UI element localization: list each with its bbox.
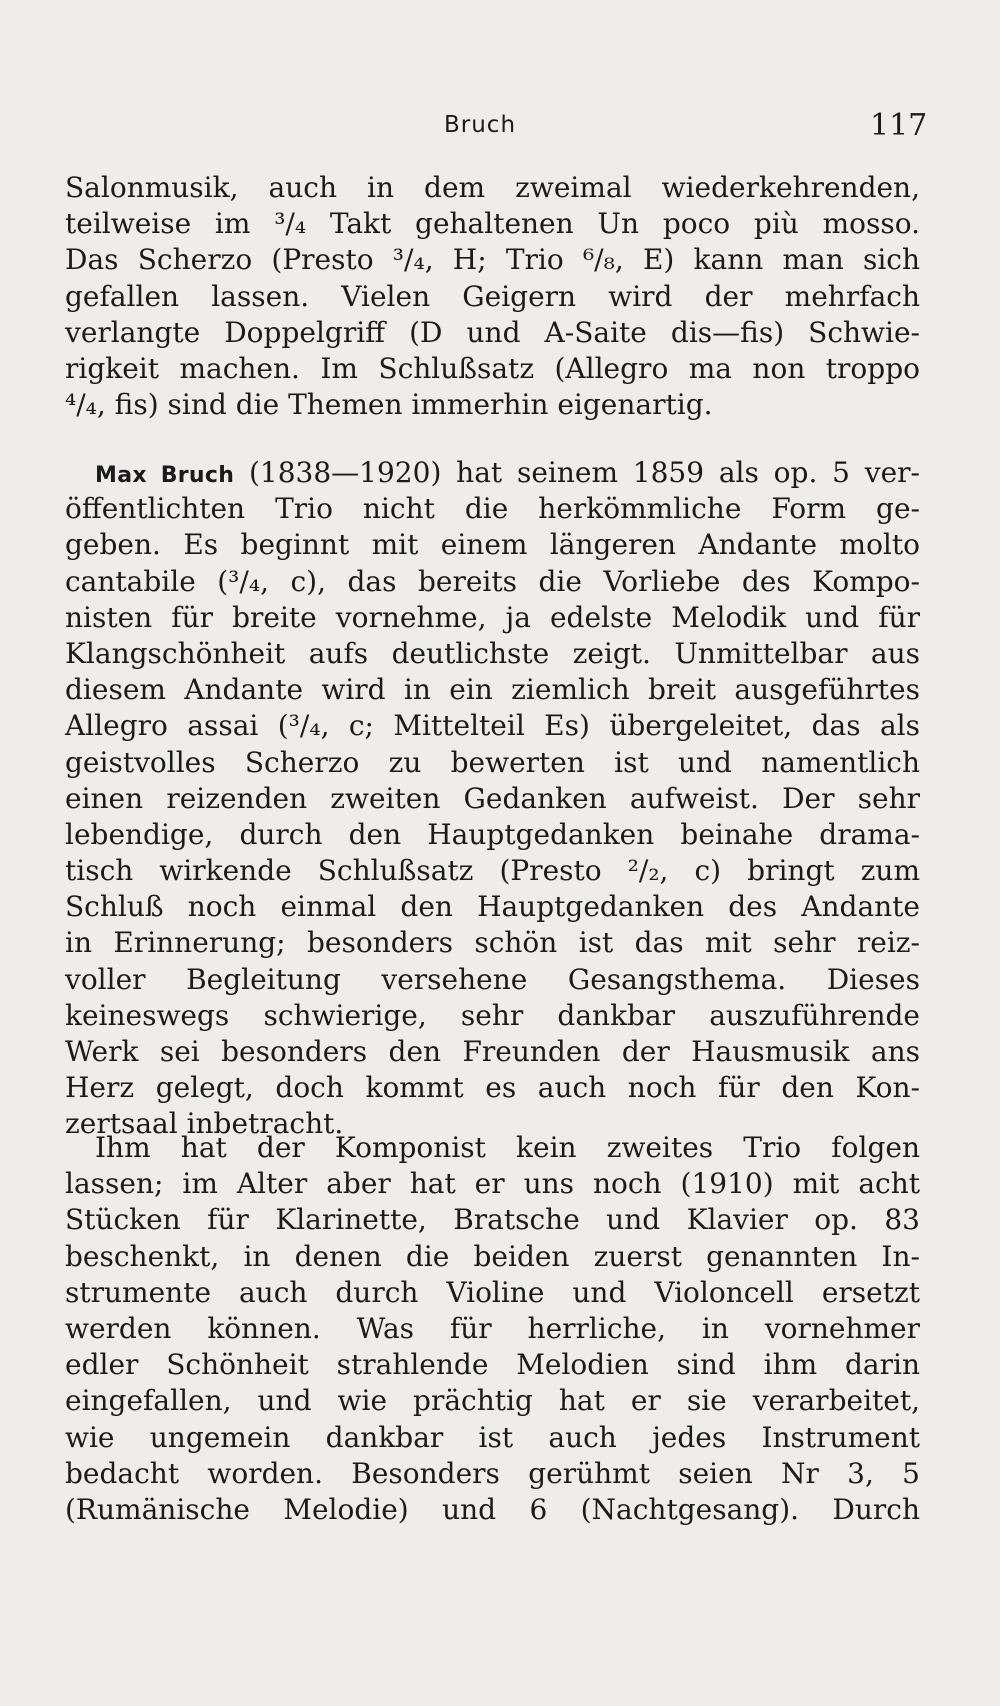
text-line: diesem Andante wird in ein ziemlich breit ausgeführtes: [65, 673, 920, 707]
paragraph-2: [65, 455, 920, 1143]
paragraph-3: [65, 1130, 920, 1528]
text-line: zertsaal inbetracht.: [65, 1107, 344, 1141]
text-line: Schluß noch einmal den Hauptgedanken des Andante: [65, 890, 920, 924]
text-line: keineswegs schwierige, sehr dankbar auszuführende: [65, 998, 920, 1032]
text-line: einen reizenden zweiten Gedanken aufweist. Der sehr: [65, 781, 920, 815]
text-line: eingefallen, und wie prächtig hat er sie verarbeitet,: [65, 1384, 920, 1418]
text-line: cantabile (³/₄, c), das bereits die Vorliebe des Kompo-: [65, 564, 920, 598]
text-line: wie ungemein dankbar ist auch jedes Instrument: [65, 1420, 920, 1454]
page-number: 117: [870, 108, 928, 143]
text-line: bedacht worden. Besonders gerühmt seien Nr 3, 5: [65, 1456, 920, 1490]
text-line: werden können. Was für herrliche, in vornehmer: [65, 1311, 920, 1345]
text-line: lassen; im Alter aber hat er uns noch (1910) mit acht: [65, 1167, 920, 1201]
text-line: lebendige, durch den Hauptgedanken beinahe drama-: [65, 817, 920, 851]
text-line: rigkeit machen. Im Schlußsatz (Allegro ma non troppo: [65, 351, 920, 385]
text-line: edler Schönheit strahlende Melodien sind ihm darin: [65, 1348, 920, 1382]
text-line: Stücken für Klarinette, Bratsche und Klavier op. 83: [65, 1203, 920, 1237]
text-line: teilweise im ³/₄ Takt gehaltenen Un poco più mosso.: [65, 207, 920, 241]
text-line: voller Begleitung versehene Gesangsthema. Dieses: [65, 962, 920, 996]
text-line: Werk sei besonders den Freunden der Hausmusik ans: [65, 1035, 920, 1068]
running-title: Bruch: [444, 112, 517, 138]
text-line: (Rumänische Melodie) und 6 (Nachtgesang). Durch: [65, 1492, 920, 1526]
text-line: Herz gelegt, doch kommt es auch noch für den Kon-: [65, 1071, 920, 1105]
text-line: Salonmusik, auch in dem zweimal wiederkehrenden,: [65, 171, 920, 204]
text-line: geistvolles Scherzo zu bewerten ist und namentlich: [65, 745, 920, 779]
paragraph-1: [65, 170, 920, 423]
text-line: verlangte Doppelgriff (D und A-Saite dis—fis) Schwie-: [65, 315, 920, 349]
text-line: öffentlichten Trio nicht die herkömmliche Form ge-: [65, 492, 920, 526]
text-line: nisten für breite vornehme, ja edelste Melodik und für: [65, 600, 920, 634]
text-line: geben. Es beginnt mit einem längeren Andante molto: [65, 528, 920, 562]
text-line: tisch wirkende Schlußsatz (Presto ²/₂, c) bringt zum: [65, 854, 920, 888]
text-line: strumente auch durch Violine und Violoncell ersetzt: [65, 1275, 920, 1309]
text-line: beschenkt, in denen die beiden zuerst genannten In-: [65, 1239, 920, 1273]
text-line: Ihm hat der Komponist kein zweites Trio folgen: [95, 1131, 920, 1164]
text-line: ⁴/₄, fis) sind die Themen immerhin eigenartig.: [65, 388, 713, 422]
text-line: Allegro assai (³/₄, c; Mittelteil Es) übergeleitet, das als: [65, 709, 920, 743]
running-head: [0, 108, 1000, 148]
composer-name: Max Bruch: [95, 463, 235, 488]
text-line: in Erinnerung; besonders schön ist das mit sehr reiz-: [65, 926, 920, 960]
text-line-first: [65, 455, 920, 491]
text-line-rest: (1838—1920) hat seinem 1859 als op. 5 ver-: [249, 456, 921, 489]
text-line: Das Scherzo (Presto ³/₄, H; Trio ⁶/₈, E) kann man sich: [65, 243, 920, 277]
text-line: Klangschönheit aufs deutlichste zeigt. Unmittelbar aus: [65, 636, 920, 670]
text-line: gefallen lassen. Vielen Geigern wird der mehrfach: [65, 279, 920, 313]
